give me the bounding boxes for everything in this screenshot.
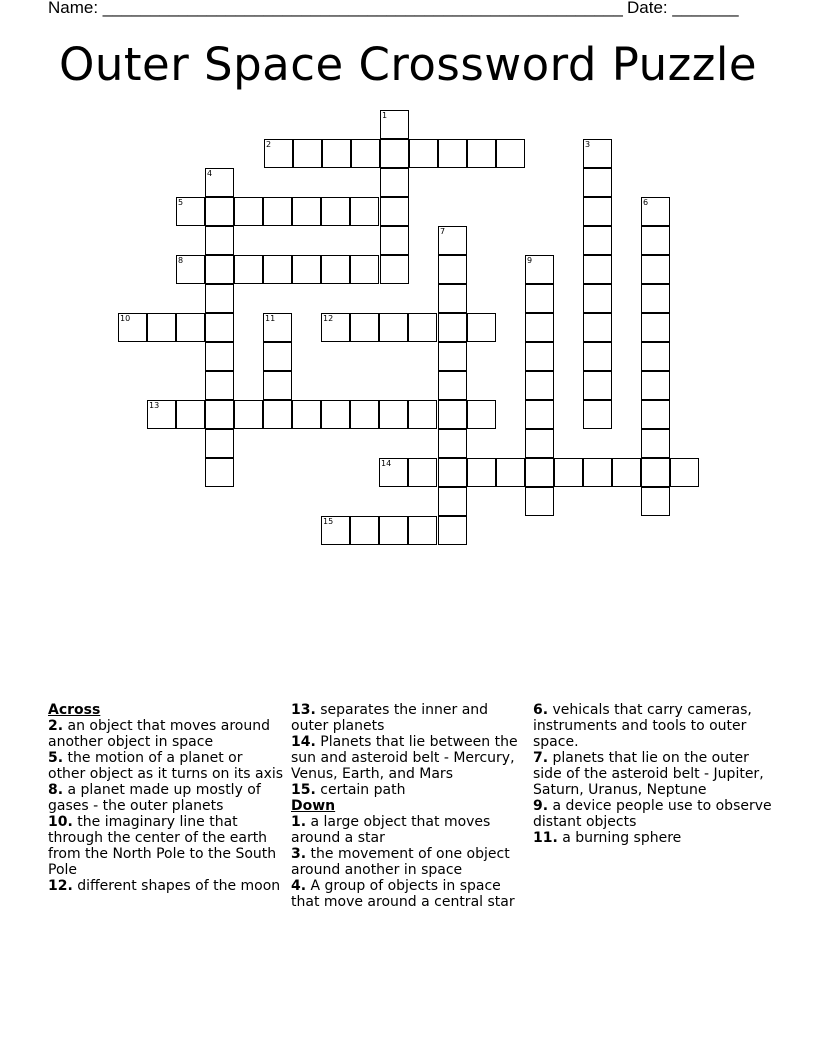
clue-number: 4. — [291, 878, 307, 894]
crossword-cell[interactable] — [263, 371, 292, 400]
crossword-cell[interactable] — [408, 400, 437, 429]
crossword-cell[interactable] — [234, 255, 263, 284]
cell-number: 9 — [527, 256, 533, 265]
crossword-cell[interactable] — [351, 139, 380, 168]
crossword-cell[interactable] — [641, 429, 670, 458]
crossword-cell[interactable] — [438, 139, 467, 168]
clue-item — [291, 734, 527, 782]
crossword-cell[interactable] — [438, 371, 467, 400]
clue-number: 12. — [48, 878, 73, 894]
crossword-cell-13[interactable] — [147, 400, 176, 429]
cell-number: 4 — [207, 169, 213, 178]
crossword-cell[interactable] — [408, 458, 437, 487]
crossword-cell[interactable] — [496, 458, 525, 487]
crossword-cell[interactable] — [641, 342, 670, 371]
crossword-cell[interactable] — [350, 516, 379, 545]
cell-number: 3 — [585, 140, 591, 149]
crossword-cell[interactable] — [612, 458, 641, 487]
clue-item — [533, 750, 773, 798]
clue-text: certain path — [315, 782, 406, 798]
crossword-cell[interactable] — [583, 371, 612, 400]
crossword-cell[interactable] — [438, 458, 467, 487]
cell-number: 14 — [381, 459, 392, 468]
cell-number: 7 — [440, 227, 446, 236]
crossword-cell[interactable] — [525, 458, 554, 487]
crossword-cell[interactable] — [438, 487, 467, 516]
clue-text: a large object that moves around a star — [291, 814, 491, 846]
crossword-cell-7[interactable] — [438, 226, 467, 255]
crossword-cell[interactable] — [321, 255, 350, 284]
crossword-cell[interactable] — [234, 400, 263, 429]
crossword-cell[interactable] — [496, 139, 525, 168]
crossword-cell[interactable] — [467, 313, 496, 342]
cell-number: 12 — [323, 314, 334, 323]
date-field[interactable]: Date: _______ — [627, 0, 739, 17]
crossword-cell[interactable] — [438, 284, 467, 313]
clue-number: 5. — [48, 750, 64, 766]
crossword-cell[interactable] — [205, 429, 234, 458]
clue-text: the imaginary line that through the center of the earth from the North Pole to the South Pole — [48, 814, 277, 878]
crossword-cell[interactable] — [350, 313, 379, 342]
crossword-cell[interactable] — [205, 371, 234, 400]
clue-text: an object that moves around another object in space — [48, 718, 270, 750]
crossword-cell[interactable] — [379, 400, 408, 429]
cell-number: 11 — [265, 314, 276, 323]
crossword-cell[interactable] — [641, 400, 670, 429]
clue-item — [533, 798, 773, 830]
clue-text: the movement of one object around another in space — [291, 846, 510, 878]
crossword-cell[interactable] — [525, 342, 554, 371]
crossword-cell[interactable] — [467, 458, 496, 487]
crossword-cell[interactable] — [205, 342, 234, 371]
clue-text: planets that lie on the outer side of the asteroid belt - Jupiter, Saturn, Uranus, Neptune — [533, 750, 764, 798]
cell-number: 1 — [382, 111, 388, 120]
crossword-cell[interactable] — [205, 255, 234, 284]
clue-number: 8. — [48, 782, 64, 798]
crossword-cell[interactable] — [525, 284, 554, 313]
crossword-cell-3[interactable] — [583, 139, 612, 168]
crossword-cell[interactable] — [467, 400, 496, 429]
crossword-cell[interactable] — [467, 139, 496, 168]
crossword-cell-9[interactable] — [525, 255, 554, 284]
crossword-cell[interactable] — [263, 255, 292, 284]
clue-text: different shapes of the moon — [72, 878, 281, 894]
clue-text: Planets that lie between the sun and asteroid belt - Mercury, Venus, Earth, and Mars — [291, 734, 518, 782]
clue-item — [48, 782, 284, 814]
crossword-cell[interactable] — [583, 226, 612, 255]
crossword-cell[interactable] — [176, 313, 205, 342]
crossword-cell[interactable] — [438, 429, 467, 458]
crossword-cell[interactable] — [525, 487, 554, 516]
cell-number: 15 — [323, 517, 334, 526]
crossword-cell[interactable] — [205, 313, 234, 342]
crossword-cell-4[interactable] — [205, 168, 234, 197]
cell-number: 6 — [643, 198, 649, 207]
crossword-cell[interactable] — [380, 168, 409, 197]
cell-number: 10 — [120, 314, 131, 323]
page-title: Outer Space Crossword Puzzle — [58, 38, 758, 91]
clues-column-1 — [48, 702, 284, 894]
crossword-cell[interactable] — [583, 197, 612, 226]
crossword-cell-10[interactable] — [118, 313, 147, 342]
crossword-cell[interactable] — [525, 371, 554, 400]
crossword-cell[interactable] — [292, 197, 321, 226]
crossword-cell[interactable] — [380, 255, 409, 284]
crossword-cell[interactable] — [583, 342, 612, 371]
crossword-cell[interactable] — [525, 313, 554, 342]
crossword-cell[interactable] — [641, 487, 670, 516]
clues-column-3 — [533, 702, 773, 846]
clue-number: 2. — [48, 718, 64, 734]
crossword-cell[interactable] — [205, 458, 234, 487]
crossword-cell-8[interactable] — [176, 255, 205, 284]
crossword-cell[interactable] — [379, 516, 408, 545]
crossword-cell[interactable] — [438, 255, 467, 284]
clue-item — [291, 846, 527, 878]
clue-text: vehicals that carry cameras, instruments and tools to outer space. — [533, 702, 752, 750]
clue-text: separates the inner and outer planets — [291, 702, 489, 734]
clue-text: the motion of a planet or other object as it turns on its axis — [48, 750, 284, 782]
crossword-cell[interactable] — [438, 342, 467, 371]
crossword-cell-11[interactable] — [263, 313, 292, 342]
crossword-cell-2[interactable] — [264, 139, 293, 168]
crossword-cell-15[interactable] — [321, 516, 350, 545]
clue-text: a burning sphere — [557, 830, 682, 846]
crossword-cell[interactable] — [380, 197, 409, 226]
crossword-cell[interactable] — [263, 400, 292, 429]
clue-item — [291, 814, 527, 846]
crossword-cell[interactable] — [322, 139, 351, 168]
clue-number: 14. — [291, 734, 316, 750]
crossword-cell[interactable] — [641, 313, 670, 342]
crossword-cell[interactable] — [583, 313, 612, 342]
clue-item — [48, 814, 284, 878]
clue-number: 9. — [533, 798, 549, 814]
crossword-cell[interactable] — [641, 458, 670, 487]
crossword-cell-5[interactable] — [176, 197, 205, 226]
crossword-cell-12[interactable] — [321, 313, 350, 342]
crossword-cell[interactable] — [234, 197, 263, 226]
crossword-cell[interactable] — [641, 284, 670, 313]
crossword-cell[interactable] — [292, 400, 321, 429]
crossword-cell[interactable] — [583, 458, 612, 487]
clue-number: 10. — [48, 814, 73, 830]
clue-item — [48, 878, 284, 894]
crossword-cell[interactable] — [263, 197, 292, 226]
crossword-cell[interactable] — [205, 284, 234, 313]
clue-heading: Down — [291, 798, 336, 814]
clue-number: 6. — [533, 702, 549, 718]
clue-item — [533, 702, 773, 750]
crossword-cell[interactable] — [641, 255, 670, 284]
crossword-cell[interactable] — [350, 400, 379, 429]
clue-number: 1. — [291, 814, 307, 830]
cell-number: 8 — [178, 256, 184, 265]
crossword-cell[interactable] — [205, 400, 234, 429]
clue-item — [48, 718, 284, 750]
crossword-cell-14[interactable] — [379, 458, 408, 487]
crossword-cell[interactable] — [583, 168, 612, 197]
crossword-cell[interactable] — [205, 197, 234, 226]
crossword-cell[interactable] — [583, 400, 612, 429]
crossword-cell[interactable] — [263, 342, 292, 371]
crossword-cell[interactable] — [321, 400, 350, 429]
clue-item — [291, 702, 527, 734]
name-field[interactable]: Name: _______________________________________________________ — [48, 0, 623, 17]
crossword-cell[interactable] — [321, 197, 350, 226]
crossword-cell[interactable] — [293, 139, 322, 168]
clue-number: 13. — [291, 702, 316, 718]
crossword-cell[interactable] — [147, 313, 176, 342]
clue-text: a planet made up mostly of gases - the outer planets — [48, 782, 261, 814]
crossword-cell[interactable] — [350, 197, 379, 226]
crossword-cell[interactable] — [408, 516, 437, 545]
crossword-cell[interactable] — [438, 516, 467, 545]
clue-item — [291, 782, 527, 798]
crossword-cell[interactable] — [583, 284, 612, 313]
crossword-cell[interactable] — [205, 226, 234, 255]
crossword-cell[interactable] — [176, 400, 205, 429]
clue-item — [291, 878, 527, 910]
crossword-cell[interactable] — [670, 458, 699, 487]
clues-column-2 — [291, 702, 527, 910]
clue-item — [48, 750, 284, 782]
clue-number: 3. — [291, 846, 307, 862]
crossword-cell[interactable] — [380, 139, 409, 168]
crossword-cell-6[interactable] — [641, 197, 670, 226]
crossword-cell[interactable] — [554, 458, 583, 487]
crossword-cell[interactable] — [641, 371, 670, 400]
clue-number: 7. — [533, 750, 549, 766]
crossword-cell[interactable] — [380, 226, 409, 255]
crossword-cell[interactable] — [525, 429, 554, 458]
crossword-cell[interactable] — [292, 255, 321, 284]
cell-number: 5 — [178, 198, 184, 207]
crossword-cell[interactable] — [641, 226, 670, 255]
cell-number: 13 — [149, 401, 160, 410]
clue-text: A group of objects in space that move around a central star — [291, 878, 515, 910]
crossword-cell[interactable] — [438, 313, 467, 342]
crossword-cell[interactable] — [409, 139, 438, 168]
clue-heading: Across — [48, 702, 101, 718]
clue-number: 15. — [291, 782, 316, 798]
crossword-cell[interactable] — [525, 400, 554, 429]
crossword-cell[interactable] — [408, 313, 437, 342]
clue-number: 11. — [533, 830, 558, 846]
clue-text: a device people use to observe distant objects — [533, 798, 772, 830]
crossword-cell[interactable] — [350, 255, 379, 284]
crossword-cell[interactable] — [379, 313, 408, 342]
crossword-cell[interactable] — [438, 400, 467, 429]
crossword-cell[interactable] — [583, 255, 612, 284]
cell-number: 2 — [266, 140, 272, 149]
clue-item — [533, 830, 773, 846]
crossword-cell-1[interactable] — [380, 110, 409, 139]
